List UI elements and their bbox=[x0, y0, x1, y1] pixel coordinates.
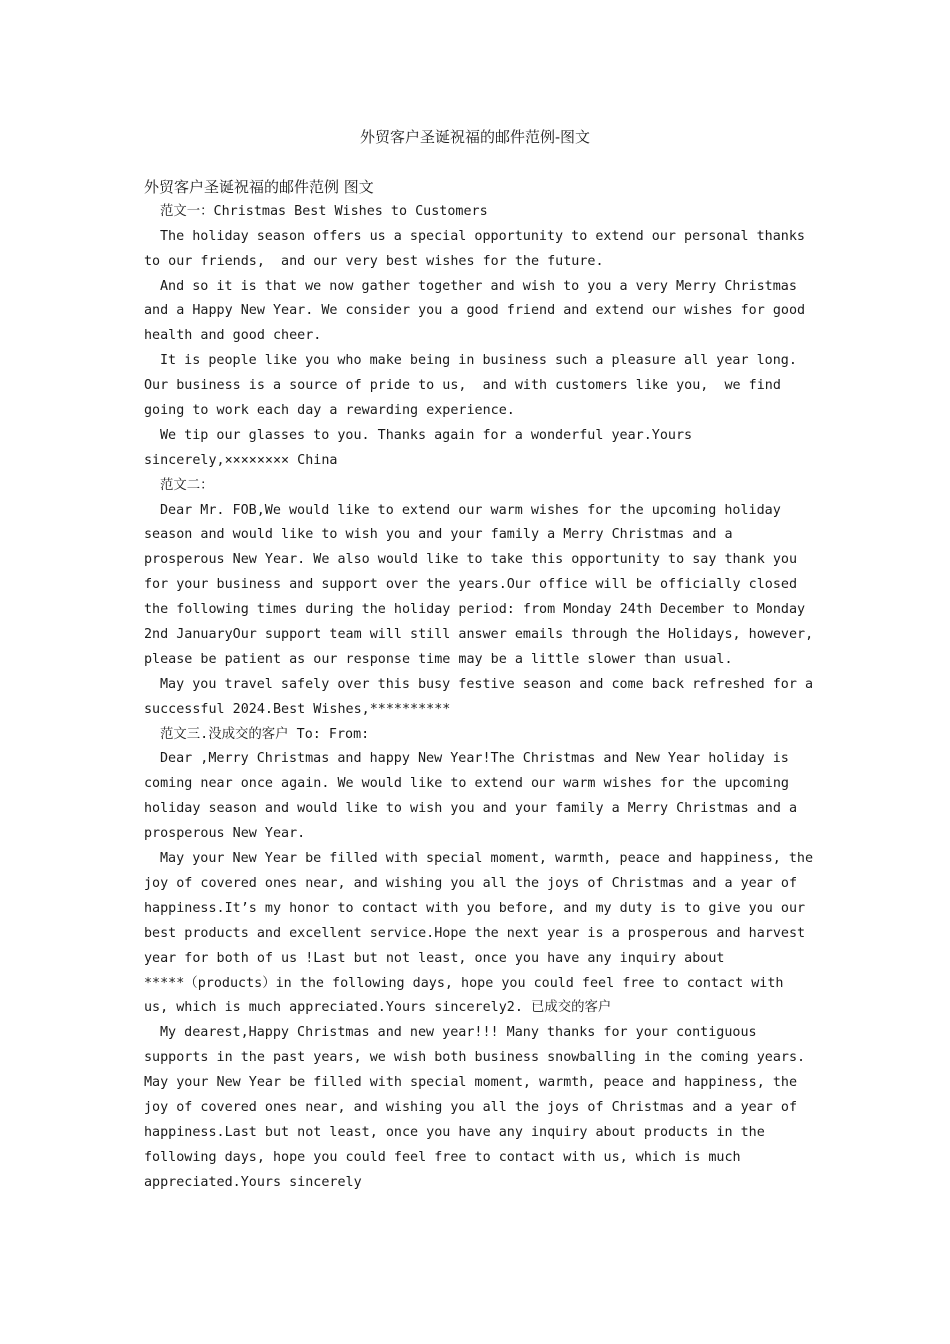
text-line: holiday season and would like to wish you and your family a Merry Christmas and a bbox=[144, 801, 798, 817]
text-line: prosperous New Year. bbox=[144, 826, 306, 842]
document-heading: 外贸客户圣诞祝福的邮件范例 图文 bbox=[144, 178, 374, 196]
text-line: Dear ,Merry Christmas and happy New Year!The Christmas and New Year holiday is bbox=[160, 751, 789, 767]
text-line: joy of covered ones near, and wishing you all the joys of Christmas and a year of bbox=[144, 875, 798, 891]
text-line: 2nd JanuaryOur support team will still answer emails through the Holidays, however, bbox=[144, 627, 814, 643]
text-line: appreciated.Yours sincerely bbox=[144, 1174, 362, 1190]
text-line: season and would like to wish you and your family a Merry Christmas and a bbox=[144, 527, 733, 543]
text-line: please be patient as our response time may be a little slower than usual. bbox=[144, 651, 733, 667]
text-line: happiness.Last but not least, once you have any inquiry about products in the bbox=[144, 1124, 765, 1140]
text-line: the following times during the holiday period: from Monday 24th December to Monday bbox=[144, 602, 806, 618]
text-line: We tip our glasses to you. Thanks again for a wonderful year.Yours bbox=[160, 427, 693, 443]
document-body bbox=[144, 175, 814, 1196]
text-line: coming near once again. We would like to extend our warm wishes for the upcoming bbox=[144, 776, 789, 792]
text-line: and a Happy New Year. We consider you a good friend and extend our wishes for good bbox=[144, 303, 806, 319]
text-line: us, which is much appreciated.Yours sincerely2. 已成交的客户 bbox=[144, 1000, 612, 1016]
text-line: going to work each day a rewarding experience. bbox=[144, 403, 515, 419]
text-line: following days, hope you could feel free to contact with us, which is much bbox=[144, 1149, 741, 1165]
text-line: May your New Year be filled with special moment, warmth, peace and happiness, the bbox=[160, 851, 814, 867]
text-line: to our friends, and our very best wishes for the future. bbox=[144, 253, 604, 269]
text-line: 范文一：Christmas Best Wishes to Customers bbox=[160, 203, 488, 219]
text-line: prosperous New Year. We also would like to take this opportunity to say thank you bbox=[144, 552, 798, 568]
text-line: for your business and support over the years.Our office will be officially closed bbox=[144, 577, 798, 593]
text-line: year for both of us !Last but not least, once you have any inquiry about bbox=[144, 950, 725, 966]
text-line: And so it is that we now gather together and wish to you a very Merry Christmas bbox=[160, 278, 797, 294]
text-line: *****（products）in the following days, hope you could feel free to contact with bbox=[144, 975, 784, 991]
text-line: Dear Mr. FOB,We would like to extend our warm wishes for the upcoming holiday bbox=[160, 502, 781, 518]
text-line: sincerely,×××××××× China bbox=[144, 452, 338, 468]
text-line: joy of covered ones near, and wishing you all the joys of Christmas and a year of bbox=[144, 1099, 798, 1115]
text-line: My dearest,Happy Christmas and new year!!! Many thanks for your contiguous bbox=[160, 1025, 757, 1041]
text-line: Our business is a source of pride to us, and with customers like you, we find bbox=[144, 378, 781, 394]
text-line: 范文三.没成交的客户 To: From: bbox=[160, 726, 370, 742]
text-line: The holiday season offers us a special opportunity to extend our personal thanks bbox=[160, 228, 805, 244]
text-line: successful 2024.Best Wishes,********** bbox=[144, 701, 451, 717]
text-line: May your New Year be filled with special moment, warmth, peace and happiness, the bbox=[144, 1075, 798, 1091]
text-line: happiness.It’s my honor to contact with you before, and my duty is to give you our bbox=[144, 900, 806, 916]
text-line: 范文二： bbox=[160, 477, 214, 493]
page-title: 外贸客户圣诞祝福的邮件范例-图文 bbox=[359, 128, 591, 146]
text-line: best products and excellent service.Hope the next year is a prosperous and harvest bbox=[144, 925, 806, 941]
text-line: health and good cheer. bbox=[144, 328, 322, 344]
text-line: supports in the past years, we wish both business snowballing in the coming years. bbox=[144, 1050, 806, 1066]
text-line: It is people like you who make being in business such a pleasure all year long. bbox=[160, 353, 797, 369]
text-line: May you travel safely over this busy festive season and come back refreshed for a bbox=[160, 676, 814, 692]
